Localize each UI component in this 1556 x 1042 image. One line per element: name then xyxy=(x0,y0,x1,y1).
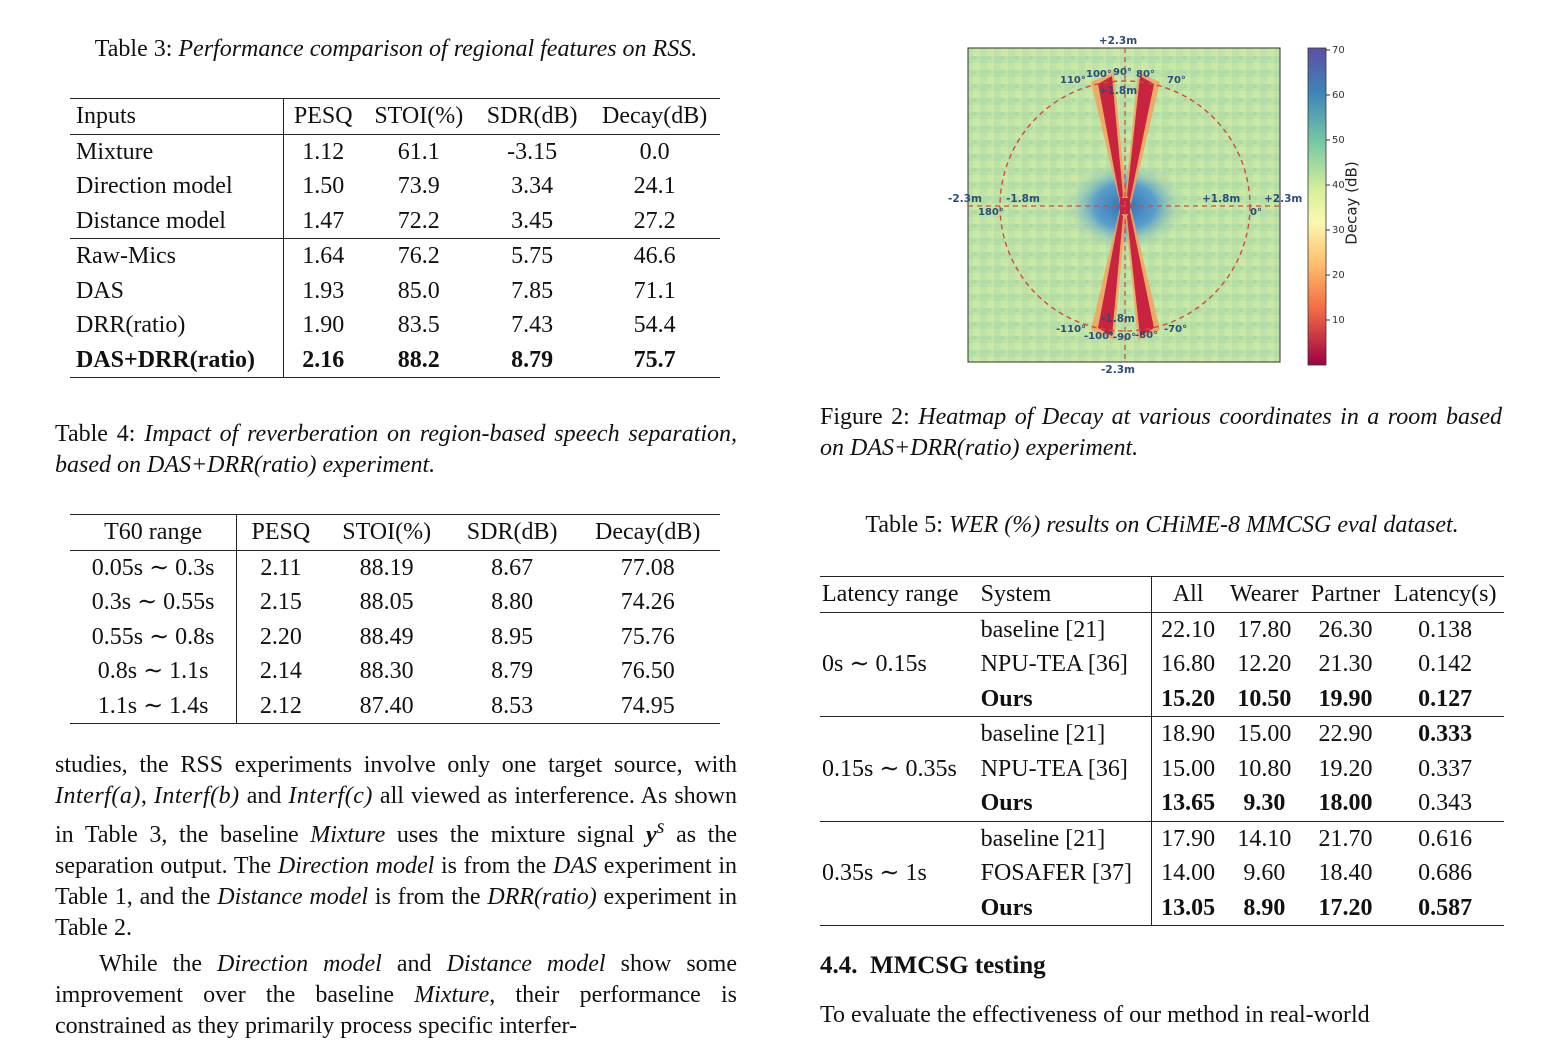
table-cell: 21.70 xyxy=(1318,825,1373,852)
math-ys: y xyxy=(646,822,657,848)
table-cell: 0.55s ∼ 0.8s xyxy=(70,620,237,655)
table-row xyxy=(70,550,720,585)
table-cell: 12.20 xyxy=(1237,651,1292,677)
section-heading xyxy=(820,952,1046,980)
table-cell: Raw-Mics xyxy=(70,239,283,274)
table-cell: 88.2 xyxy=(397,346,440,373)
table-cell: 54.4 xyxy=(633,312,676,338)
table5-header: Partner xyxy=(1310,581,1381,607)
figure2 xyxy=(938,28,1361,388)
table-cell: DRR(ratio) xyxy=(70,308,283,343)
table-row xyxy=(70,654,720,689)
text-run: is from the xyxy=(368,884,488,910)
table-cell: Direction model xyxy=(70,169,283,204)
table-cell: 15.00 xyxy=(1237,721,1292,747)
table-cell: 72.2 xyxy=(397,207,440,234)
table-cell: 2.11 xyxy=(260,554,302,581)
table3 xyxy=(70,98,720,378)
table-cell: 2.12 xyxy=(259,692,302,719)
table-cell: 14.00 xyxy=(1161,860,1216,886)
table-cell: 1.90 xyxy=(302,312,345,338)
table3-header: SDR(dB) xyxy=(486,103,578,129)
table-cell: 85.0 xyxy=(397,277,440,304)
table-cell: 16.80 xyxy=(1161,651,1216,677)
table-cell: 13.05 xyxy=(1161,894,1216,921)
table-cell: 75.7 xyxy=(633,346,676,373)
table-cell: 7.85 xyxy=(511,277,554,304)
table3-header: PESQ xyxy=(293,103,353,129)
table5-header: Wearer xyxy=(1230,581,1299,607)
table3-header: Inputs xyxy=(70,99,283,135)
angle-label: -100° xyxy=(1084,331,1115,342)
table-cell: 13.65 xyxy=(1161,790,1216,816)
table4-header: STOI(%) xyxy=(342,519,432,545)
colorbar-tick-label: 60 xyxy=(1332,90,1345,101)
table-cell: 0.343 xyxy=(1418,790,1473,816)
table-cell: 26.30 xyxy=(1318,616,1373,643)
text-run: experiment in Table 1, and the xyxy=(55,853,737,910)
table-cell: 88.19 xyxy=(359,554,414,581)
table4-header: SDR(dB) xyxy=(466,519,558,545)
partial-line: To evaluate the effectiveness of our method in real-world xyxy=(820,1002,1370,1028)
text-run: Distance model xyxy=(446,951,606,977)
label-inner-right: +1.8m xyxy=(1202,193,1241,205)
table-cell: 0.05s ∼ 0.3s xyxy=(70,550,237,585)
table-cell: 46.6 xyxy=(633,243,676,269)
table-cell: 3.34 xyxy=(511,173,554,199)
colorbar-tick-label: 20 xyxy=(1332,270,1345,281)
table-cell: 18.40 xyxy=(1318,860,1373,886)
text-run: uses the mixture signal xyxy=(385,822,647,848)
table4-header: Decay(dB) xyxy=(595,519,701,545)
table4-header: PESQ xyxy=(251,519,311,545)
section-title: MMCSG testing xyxy=(870,952,1046,979)
table-cell: 88.30 xyxy=(359,658,414,684)
table-row xyxy=(70,343,720,378)
table-row xyxy=(70,169,720,204)
table-cell: FOSAFER [37] xyxy=(977,856,1152,891)
table-cell: 1.12 xyxy=(302,138,345,165)
table-cell: 73.9 xyxy=(397,173,440,199)
table-cell: 71.1 xyxy=(633,277,676,304)
table5-header-row xyxy=(820,577,1504,613)
colorbar-tick-label: 30 xyxy=(1332,225,1345,236)
table-cell: 88.49 xyxy=(359,623,414,650)
colorbar-tick-label: 70 xyxy=(1332,45,1345,56)
table4-header: T60 range xyxy=(70,515,237,551)
table3-header: Decay(dB) xyxy=(602,103,708,129)
table-cell: 77.08 xyxy=(620,554,675,581)
text-run: show some improvement over the baseline xyxy=(55,951,737,1008)
text-run: is from the xyxy=(434,853,554,879)
table-cell: 17.90 xyxy=(1161,825,1216,852)
table-cell: 15.20 xyxy=(1161,685,1216,712)
table-cell: 22.10 xyxy=(1161,616,1216,643)
table3-header-row xyxy=(70,99,720,135)
table-row xyxy=(70,204,720,239)
text-run: , xyxy=(140,783,154,809)
table-row xyxy=(820,717,1504,752)
table-row xyxy=(820,821,1504,856)
table-cell: 2.15 xyxy=(259,589,302,615)
table-cell: 0.138 xyxy=(1418,616,1473,643)
text-run: Direction model xyxy=(277,853,435,879)
angle-label: -110° xyxy=(1056,324,1087,335)
text-run: DRR(ratio) xyxy=(487,884,597,910)
angle-label: -90° xyxy=(1113,332,1137,343)
text-run: Direction model xyxy=(217,951,382,977)
table-cell: 10.80 xyxy=(1237,755,1292,782)
table-cell: 3.45 xyxy=(511,207,554,234)
table4-caption-label: Table 4: xyxy=(55,421,136,447)
table-cell: 7.43 xyxy=(511,312,554,338)
table-cell: -3.15 xyxy=(507,138,558,165)
table5-caption xyxy=(820,510,1504,541)
table3-caption-label: Table 3: xyxy=(94,36,173,62)
table4-caption-text: Impact of reverberation on region-based speech separation, based on DAS+DRR(ratio) experiment. xyxy=(55,421,738,478)
angle-label: 0° xyxy=(1250,207,1262,218)
table-row xyxy=(70,134,720,169)
table5-header: Latency(s) xyxy=(1393,581,1497,607)
label-bottom: -2.3m xyxy=(1101,364,1135,376)
label-inner-bottom: -1.8m xyxy=(1101,313,1135,325)
table-row xyxy=(70,620,720,655)
label-inner-left: -1.8m xyxy=(1006,193,1040,205)
table-cell: 0.3s ∼ 0.55s xyxy=(70,585,237,620)
latency-range-cell: 0.35s ∼ 1s xyxy=(820,821,977,926)
table-cell: 19.90 xyxy=(1318,685,1373,712)
colorbar-tick-label: 10 xyxy=(1332,315,1345,326)
angle-label: 110° xyxy=(1060,75,1086,86)
table5 xyxy=(820,576,1504,926)
text-run: While the xyxy=(99,951,218,977)
table3-header: STOI(%) xyxy=(374,103,464,129)
section-number: 4.4. xyxy=(820,952,858,979)
table-cell: 14.10 xyxy=(1237,825,1292,852)
table-cell: 74.95 xyxy=(620,692,675,719)
table-cell: 22.90 xyxy=(1318,721,1373,747)
table-cell: Ours xyxy=(977,891,1152,926)
text-run: Mixture xyxy=(310,822,386,848)
text-run: as the separation output. The xyxy=(55,822,738,879)
table-cell: 0.333 xyxy=(1418,721,1473,747)
table-cell: Distance model xyxy=(70,204,283,239)
table-cell: 10.50 xyxy=(1237,685,1292,712)
table-cell: 1.47 xyxy=(302,207,345,234)
table-cell: 8.95 xyxy=(491,623,534,650)
colorbar-tick-label: 50 xyxy=(1332,135,1345,146)
angle-label: -80° xyxy=(1135,330,1159,341)
figure2-caption xyxy=(820,402,1502,464)
table-cell: 76.2 xyxy=(397,243,440,269)
table-cell: 5.75 xyxy=(511,243,554,269)
table-cell: DAS+DRR(ratio) xyxy=(70,343,283,378)
math-ys-sup: s xyxy=(656,816,665,838)
table-cell: baseline [21] xyxy=(977,717,1152,752)
table-cell: 8.79 xyxy=(511,346,554,373)
table-cell: 18.00 xyxy=(1318,790,1373,816)
angle-label: 100° xyxy=(1086,69,1112,80)
text-run: and xyxy=(239,783,289,809)
angle-label: 70° xyxy=(1167,75,1186,86)
text-run: , their performance is constrained as they primarily process specific interfer- xyxy=(55,982,737,1039)
table-cell: Ours xyxy=(977,682,1152,717)
table-cell: baseline [21] xyxy=(977,821,1152,856)
table-cell: 0.686 xyxy=(1418,860,1473,886)
text-run: Mixture xyxy=(414,982,490,1008)
table5-caption-text: WER (%) results on CHiME-8 MMCSG eval dataset. xyxy=(948,512,1459,538)
table-row xyxy=(70,308,720,343)
table5-header: System xyxy=(977,577,1152,613)
table-cell: 0.616 xyxy=(1418,825,1473,852)
table-cell: baseline [21] xyxy=(977,612,1152,647)
table-cell: 8.79 xyxy=(491,658,534,684)
label-right: +2.3m xyxy=(1264,193,1303,205)
table-cell: Mixture xyxy=(70,134,283,169)
table-cell: 2.20 xyxy=(259,623,302,650)
table-cell: 18.90 xyxy=(1161,721,1216,747)
colorbar-label: Decay (dB) xyxy=(1342,161,1361,245)
table-cell: 1.93 xyxy=(302,277,345,304)
paragraph xyxy=(55,949,737,1042)
text-run: Distance model xyxy=(217,884,369,910)
angle-label: 180° xyxy=(978,207,1004,218)
table5-header: All xyxy=(1172,581,1204,607)
text-run: studies, the RSS experiments involve only one target source, with xyxy=(55,752,737,778)
table-row xyxy=(820,612,1504,647)
table-cell: Ours xyxy=(977,786,1152,821)
table-cell: 15.00 xyxy=(1161,755,1216,782)
text-run: all viewed as interference. As shown in Table 3, the baseline xyxy=(55,783,737,848)
latency-range-cell: 0s ∼ 0.15s xyxy=(822,651,927,677)
table-cell: 61.1 xyxy=(397,138,440,165)
label-left: -2.3m xyxy=(948,193,982,205)
table4-header-row xyxy=(70,515,720,551)
table3-caption-text: Performance comparison of regional features on RSS. xyxy=(178,36,698,62)
angle-label: 80° xyxy=(1136,69,1155,80)
colorbar-tick-label: 40 xyxy=(1332,180,1345,191)
table-cell: 8.90 xyxy=(1243,894,1286,921)
table-cell: 24.1 xyxy=(633,173,676,199)
angle-label: -70° xyxy=(1164,324,1188,335)
table-row xyxy=(70,274,720,309)
table-cell: 21.30 xyxy=(1318,651,1373,677)
heatmap-figure xyxy=(938,28,1345,388)
table-cell: 88.05 xyxy=(359,589,414,615)
table-row xyxy=(70,239,720,274)
table3-caption xyxy=(55,34,737,65)
table-cell: NPU-TEA [36] xyxy=(977,647,1152,682)
table-cell: 2.14 xyxy=(259,658,302,684)
table-cell: 74.26 xyxy=(620,589,675,615)
label-inner-top: +1.8m xyxy=(1098,85,1138,97)
latency-range-cell: 0.15s ∼ 0.35s xyxy=(820,717,977,822)
table-cell: 75.76 xyxy=(620,623,675,650)
table-cell: 76.50 xyxy=(620,658,675,684)
table-cell: NPU-TEA [36] xyxy=(977,752,1152,787)
table-cell: 0.8s ∼ 1.1s xyxy=(70,654,237,689)
math-interf-a: Interf(a) xyxy=(55,783,141,809)
table-cell: DAS xyxy=(70,274,283,309)
table5-header: Latency range xyxy=(822,581,959,607)
math-interf-b: Interf(b) xyxy=(153,783,240,809)
table-cell: 17.20 xyxy=(1318,894,1373,921)
figure2-caption-text: Heatmap of Decay at various coordinates in a room based on DAS+DRR(ratio) experiment. xyxy=(820,404,1503,461)
colorbar xyxy=(1308,48,1326,365)
table-row xyxy=(70,689,720,724)
table-cell: 1.1s ∼ 1.4s xyxy=(70,689,237,724)
table4-caption xyxy=(55,419,737,481)
table5-caption-label: Table 5: xyxy=(865,512,943,538)
table-cell: 1.64 xyxy=(302,243,345,269)
math-interf-c: Interf(c) xyxy=(288,783,373,809)
table-cell: 17.80 xyxy=(1237,616,1292,643)
table-cell: 87.40 xyxy=(359,692,414,719)
text-run: DAS xyxy=(553,853,598,879)
table-cell: 0.337 xyxy=(1418,755,1473,782)
table-cell: 2.16 xyxy=(302,346,345,373)
figure2-caption-label: Figure 2: xyxy=(820,404,910,430)
table-row xyxy=(70,585,720,620)
table-cell: 19.20 xyxy=(1318,755,1373,782)
table-cell: 1.50 xyxy=(302,173,345,199)
table-cell: 9.60 xyxy=(1243,860,1286,886)
table-cell: 0.142 xyxy=(1418,651,1473,677)
label-top: +2.3m xyxy=(1098,35,1138,47)
table-cell: 0.587 xyxy=(1418,894,1473,921)
text-run: experiment in Table 2. xyxy=(55,884,738,941)
table-cell: 8.67 xyxy=(491,554,534,581)
text-run: and xyxy=(381,951,447,977)
paragraph xyxy=(55,750,737,944)
table-cell: 8.53 xyxy=(491,692,534,719)
body-text xyxy=(55,750,737,1042)
table-cell: 9.30 xyxy=(1243,790,1286,816)
table-cell: 0.0 xyxy=(639,138,670,165)
table-cell: 83.5 xyxy=(397,312,440,338)
table4 xyxy=(70,514,720,724)
table-cell: 0.127 xyxy=(1418,685,1473,712)
angle-label: 90° xyxy=(1113,67,1132,78)
table-cell: 27.2 xyxy=(633,207,676,234)
table-cell: 8.80 xyxy=(491,589,534,615)
